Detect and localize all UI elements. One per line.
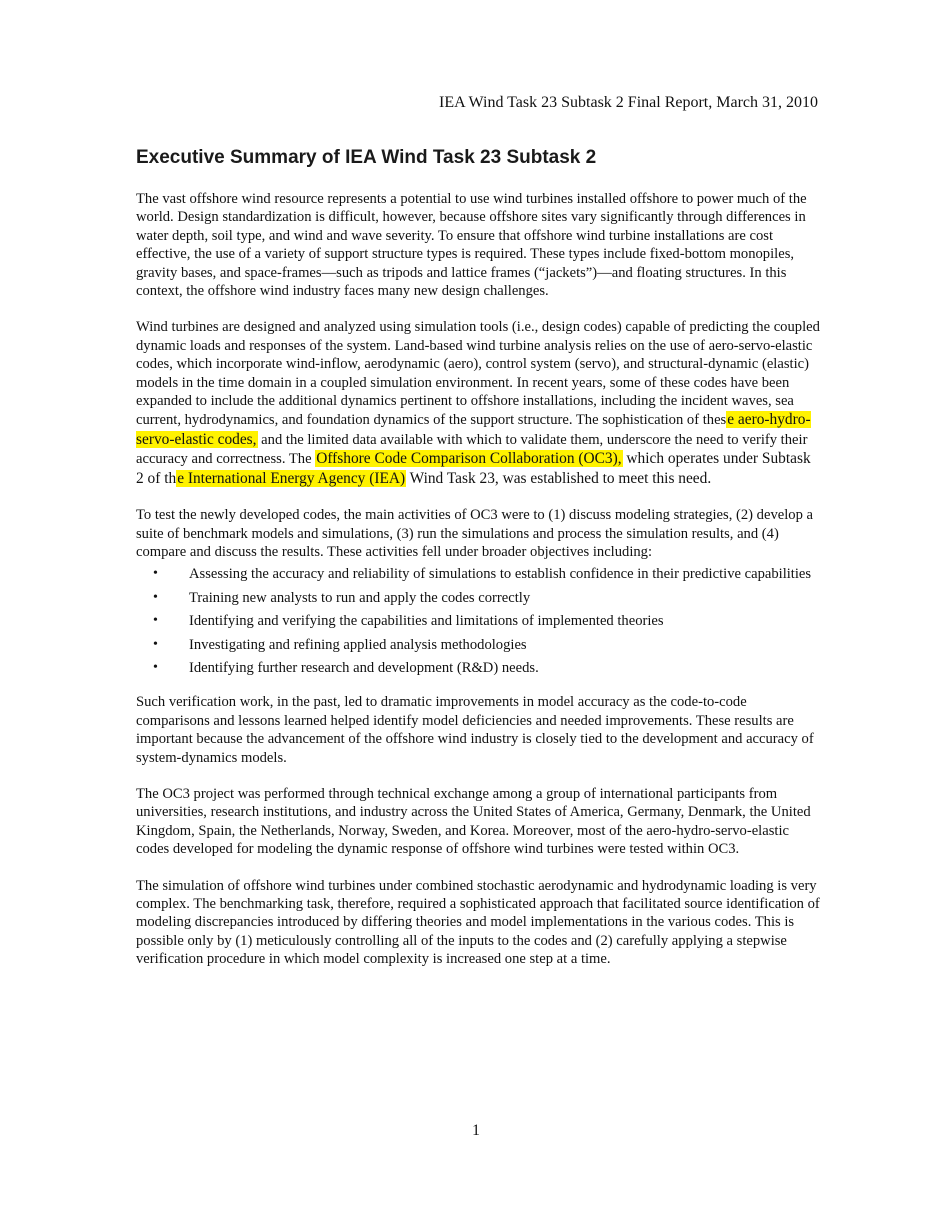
list-item-text: Identifying further research and development (R&D) needs. — [189, 659, 539, 676]
paragraph-design-codes-text-4: Wind Task 23, was established to meet this need. — [406, 469, 712, 487]
paragraph-verification: Such verification work, in the past, led to dramatic improvements in model accuracy as the code-to-code comparisons and lessons learned helped identify model deficiencies and needed improvements. These results are important because the advancement of the offshore wind industry is closely tied to the development and accuracy of system-dynamics models. — [136, 694, 814, 766]
list-item-text: Training new analysts to run and apply the codes correctly — [189, 589, 531, 606]
list-item — [136, 659, 820, 677]
page-body — [136, 146, 820, 987]
list-item-text: Identifying and verifying the capabilities and limitations of implemented theories — [189, 613, 664, 630]
paragraph-activities: To test the newly developed codes, the main activities of OC3 were to (1) discuss modeling strategies, (2) develop a suite of benchmark models and simulations, (3) run the simulations and process the simulation results, and (4) compare and discuss the results. These activities fell under broader objectives including: — [136, 507, 813, 560]
paragraph-intro: The vast offshore wind resource represents a potential to use wind turbines installed offshore to power much of the world. Design standardization is difficult, however, because offshore sites vary significantly through differences in water depth, soil type, and wind and wave severity. To ensure that offshore wind turbine installations are cost effective, the use of a variety of support structure types is required. These types include fixed-bottom monopiles, gravity bases, and space-frames—such as tripods and lattice frames (“jackets”)—and floating structures. In this context, the offshore wind industry faces many new design challenges. — [136, 191, 807, 300]
bullet-icon: • — [153, 566, 158, 582]
highlight-oc3: Offshore Code Comparison Collaboration (OC3), — [316, 450, 622, 468]
paragraph-participants: The OC3 project was performed through technical exchange among a group of international participants from universities, research institutions, and industry across the United States of America, Germany, Denmark, the United Kingdom, Spain, the Netherlands, Norway, Sweden, and Korea. Moreover, most of the aero-hydro-servo-elastic codes developed for modeling the dynamic response of offshore wind turbines were tested within OC3. — [136, 785, 811, 858]
paragraph-design-codes — [136, 318, 820, 488]
paragraph-design-codes-text: Wind turbines are designed and analyzed using simulation tools (i.e., design codes) capable of predicting the coupled dynamic loads and responses of the system. Land-based wind turbine analysis relies on the use of aero-servo-elastic codes, which incorporate wind-inflow, aerodynamic (aero), control system (servo), and structural-dynamic (elastic) models in the time domain in a coupled simulation environment. In recent years, some of these codes have been expanded to include the additional dynamics pertinent to offshore installations, including the incident waves, sea current, hydrodynamics, and foundation dynamics of the support structure. The sophistication of thes — [136, 319, 820, 429]
page-number: 1 — [472, 1122, 480, 1139]
bullet-icon: • — [153, 613, 158, 629]
paragraph-design-codes-text-3: which operates under Subtask 2 of th — [136, 450, 811, 487]
list-item-text: Assessing the accuracy and reliability of simulations to establish confidence in their predictive capabilities — [189, 566, 812, 583]
running-header: IEA Wind Task 23 Subtask 2 Final Report, March 31, 2010 — [439, 94, 818, 111]
list-item — [136, 636, 820, 654]
list-item — [136, 565, 820, 583]
bullet-icon: • — [153, 636, 158, 652]
page-title: Executive Summary of IEA Wind Task 23 Subtask 2 — [136, 147, 597, 168]
list-item-text: Investigating and refining applied analysis methodologies — [189, 636, 527, 653]
bullet-icon: • — [153, 589, 158, 605]
objectives-list — [136, 565, 820, 677]
paragraph-simulation: The simulation of offshore wind turbines under combined stochastic aerodynamic and hydrodynamic loading is very complex. The benchmarking task, therefore, required a sophisticated approach that facilitated source identification of modeling discrepancies introduced by differing theories and model implementations in the various codes. This is possible only by (1) meticulously controlling all of the inputs to the codes and (2) carefully applying a stepwise verification procedure in which model complexity is increased one step at a time. — [136, 877, 820, 968]
bullet-icon: • — [153, 659, 158, 675]
list-item — [136, 589, 820, 607]
list-item — [136, 612, 820, 630]
highlight-iea: e International Energy Agency (IEA) — [177, 469, 406, 487]
highlight-aero-hydro-servo-elastic: e aero-hydro-servo-elastic codes, — [136, 411, 811, 448]
paragraph-design-codes-text-2: and the limited data available with which to validate them, underscore the need to verify their accuracy and correctness. The — [136, 431, 808, 468]
